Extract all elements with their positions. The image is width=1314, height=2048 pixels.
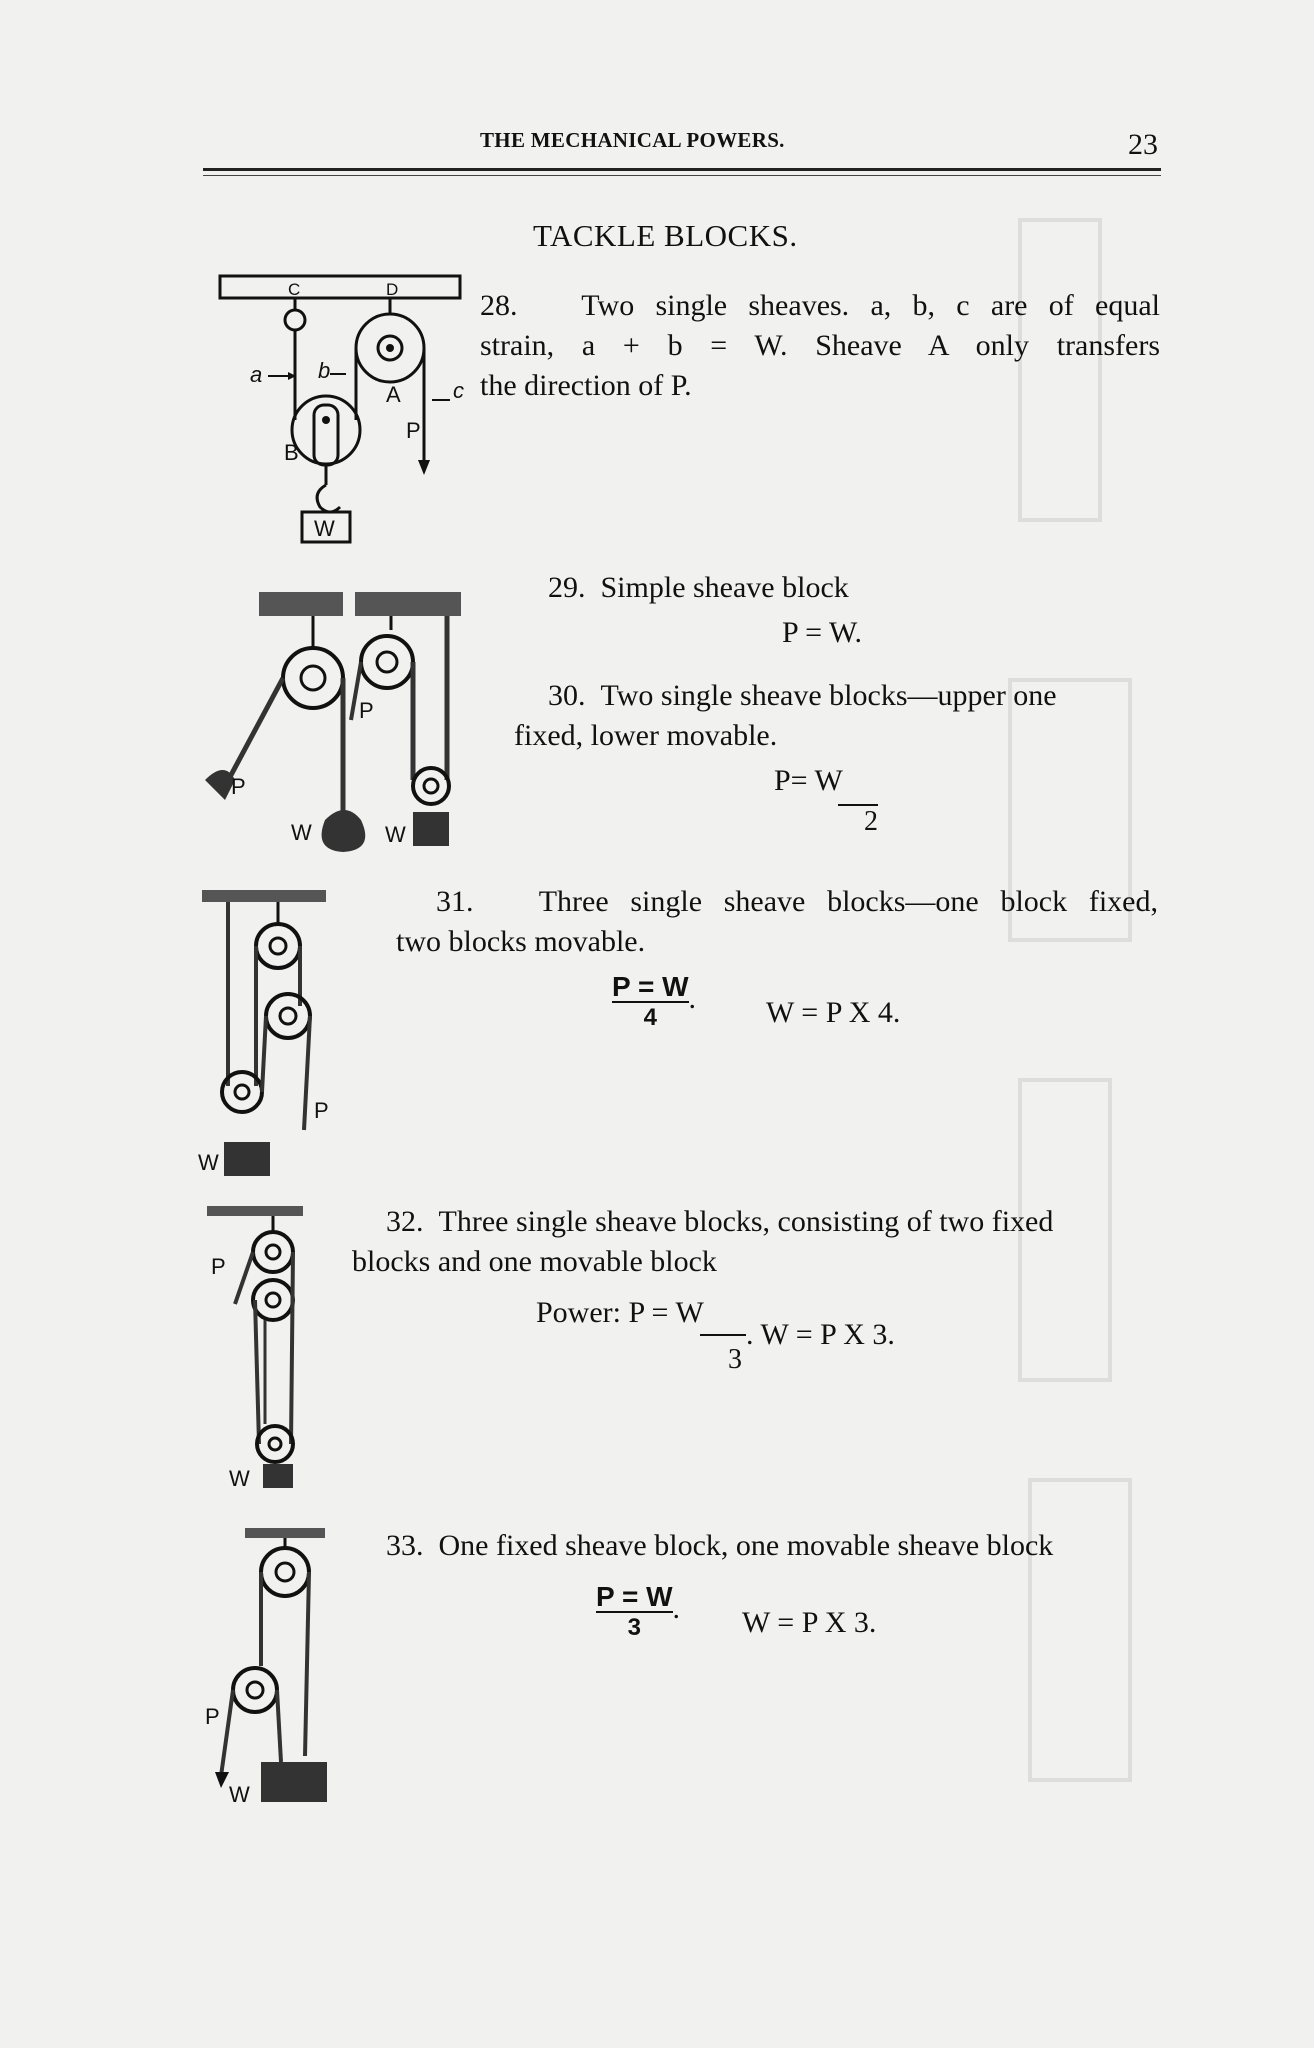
figure-33-fixed-and-movable-blocks: [205, 1526, 335, 1826]
fig31-label-P: P: [314, 1098, 329, 1123]
item-32-formula-denominator: 3: [728, 1344, 742, 1375]
item-31-formula-numerator: P = W: [612, 971, 689, 1002]
figure-32-three-single-sheave-blocks: [205, 1204, 325, 1494]
fig28-label-A: A: [386, 382, 401, 407]
item-30-line-2: fixed, lower movable.: [514, 719, 778, 752]
item-29-formula: P = W.: [782, 616, 863, 649]
item-30-number: 30.: [548, 679, 586, 712]
item-31-formula-dot: .: [688, 982, 697, 1016]
item-29-number: 29.: [548, 571, 586, 604]
item-33-formula-dot: .: [672, 1592, 681, 1626]
item-28-line-3: the direction of P.: [480, 369, 692, 402]
fig28-label-d-top: D: [386, 280, 399, 299]
fig31-label-W: W: [198, 1150, 219, 1175]
page-number: 23: [1128, 128, 1158, 161]
item-33-formula-denominator: 3: [596, 1611, 673, 1640]
item-31-formula-right: W = P X 4.: [766, 996, 901, 1029]
item-29-text: Simple sheave block: [600, 571, 849, 604]
fig28-label-W: W: [314, 516, 335, 541]
item-32-number: 32.: [386, 1205, 424, 1238]
running-header-title: THE MECHANICAL POWERS.: [480, 128, 785, 152]
figure-31-three-sheave-blocks: [198, 886, 338, 1186]
fig28-label-B: B: [284, 440, 299, 465]
figure-29-30-sheave-blocks: [195, 590, 475, 860]
item-29-line-1: [548, 568, 849, 608]
item-30-line-1: [548, 676, 1057, 716]
fig33-label-P: P: [205, 1704, 220, 1729]
fig30-label-W: W: [385, 822, 406, 847]
item-33-formula: [596, 1582, 680, 1641]
item-31-line-1: [436, 882, 1158, 922]
item-31-line-2: two blocks movable.: [396, 925, 646, 958]
fig28-label-P: P: [406, 418, 421, 443]
fig32-label-P: P: [211, 1254, 226, 1279]
fig30-label-P: P: [359, 698, 374, 723]
figure-28-two-single-sheaves: [210, 270, 464, 570]
fig28-label-b: b: [318, 358, 331, 383]
header-rule: [203, 168, 1161, 171]
item-32-text-1: Three single sheave blocks, consisting of two fixed: [438, 1205, 1054, 1238]
fig28-label-a: a: [250, 362, 263, 387]
item-32-formula-right: . W = P X 3.: [746, 1318, 895, 1351]
item-31-number: 31.: [436, 885, 474, 918]
item-33-number: 33.: [386, 1529, 424, 1562]
item-28-text-a: Two single sheaves.: [581, 289, 850, 322]
item-33-formula-right: W = P X 3.: [742, 1606, 877, 1639]
item-31-fraction: [612, 972, 689, 1031]
item-32-fraction-bar: [700, 1334, 746, 1336]
item-28-line-1: [480, 286, 1160, 326]
item-30-text-1: Two single sheave blocks—upper one: [600, 679, 1057, 712]
bleed-through-illustration: [1000, 180, 1160, 1880]
item-31-formula-denominator: 4: [612, 1001, 689, 1030]
fig28-label-c: c: [453, 378, 464, 403]
fig29-label-P: P: [231, 774, 246, 799]
item-33-text-1: One fixed sheave block, one movable sheave block: [438, 1529, 1054, 1562]
item-30-formula: [774, 764, 843, 798]
item-28-line-2: strain, a + b = W. Sheave A only transfers: [480, 329, 1160, 362]
item-33-formula-numerator: P = W: [596, 1581, 673, 1612]
item-33-line-1: [386, 1526, 1053, 1566]
item-28-number: 28.: [480, 289, 518, 322]
item-30-formula-denominator: 2: [838, 804, 878, 838]
item-32-line-1: [386, 1202, 1053, 1242]
item-30-formula-left: P= W: [774, 764, 843, 797]
fig32-label-W: W: [229, 1466, 250, 1491]
header-rule-thin: [203, 175, 1161, 176]
fig33-label-W: W: [229, 1782, 250, 1807]
fig29-label-W: W: [291, 820, 312, 845]
item-31-formula: [612, 972, 696, 1031]
item-33-fraction: [596, 1582, 673, 1641]
section-title: TACKLE BLOCKS.: [533, 218, 798, 253]
item-28-text-b: a, b, c are of equal: [870, 289, 1160, 322]
item-32-line-2: blocks and one movable block: [352, 1245, 717, 1278]
item-32-formula-prefix: Power: P = W: [536, 1296, 704, 1329]
fig28-label-c-top: C: [288, 280, 301, 299]
item-31-text-1: Three single sheave blocks—one block fixed,: [538, 885, 1158, 918]
